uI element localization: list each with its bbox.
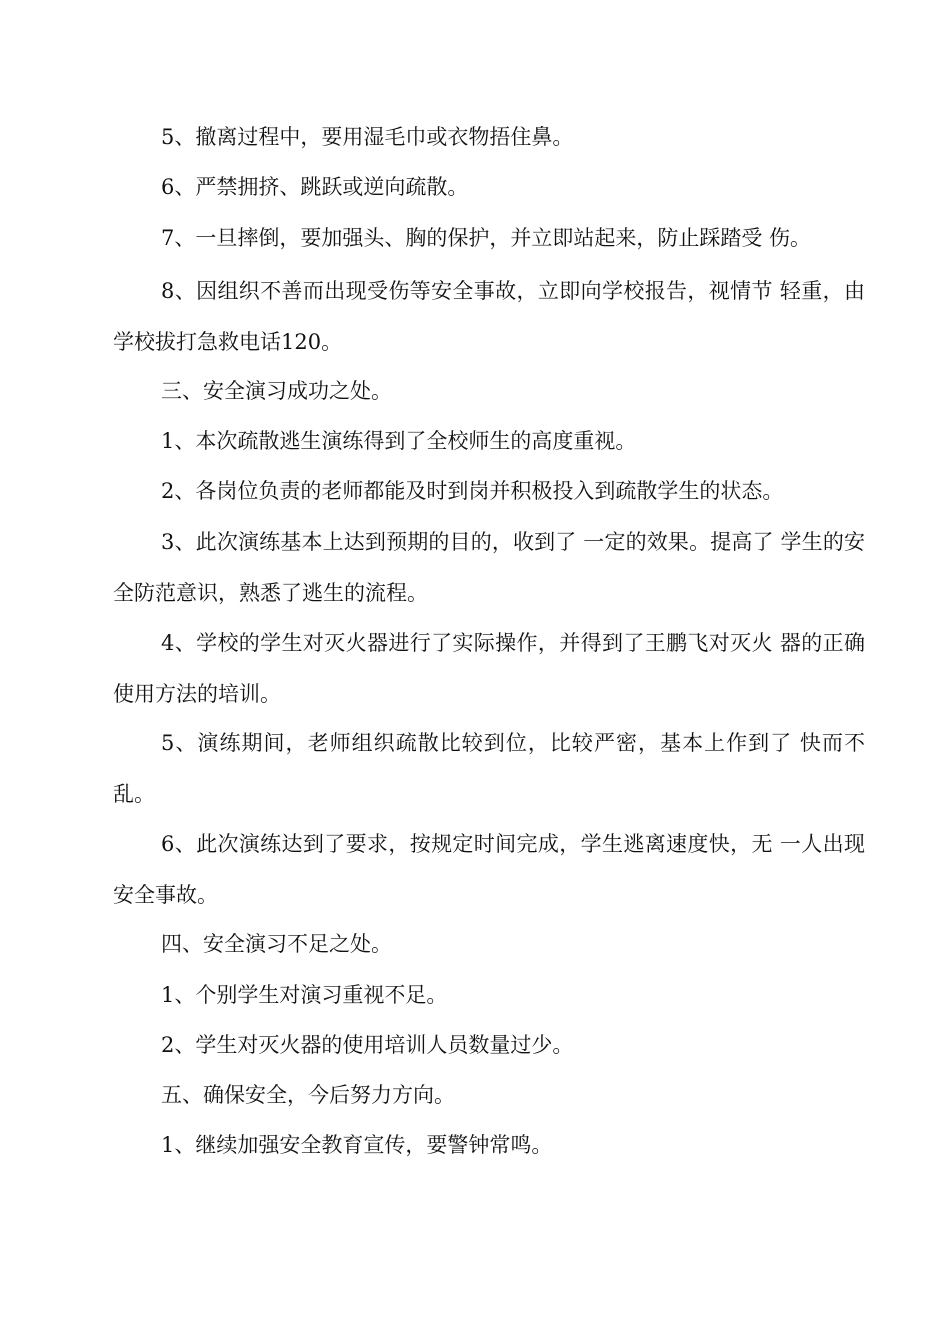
paragraph-success-5: 5、演练期间，老师组织疏散比较到位，比较严密，基本上作到了 快而不乱。	[113, 731, 865, 806]
paragraph-no-crowding: 6、严禁拥挤、跳跃或逆向疏散。	[161, 175, 469, 199]
section-heading-success: 三、安全演习成功之处。	[161, 379, 392, 403]
paragraph-if-fall-protect: 7、一旦摔倒，要加强头、胸的保护，并立即站起来，防止踩踏受 伤。	[161, 226, 812, 250]
paragraph-success-2: 2、各岗位负责的老师都能及时到岗并积极投入到疏散学生的状态。	[161, 479, 784, 503]
section-heading-shortcomings: 四、安全演习不足之处。	[161, 932, 392, 956]
paragraph-evacuation-cover-nose: 5、撤离过程中，要用湿毛巾或衣物捂住鼻。	[161, 125, 574, 149]
section-heading-future-direction: 五、确保安全，今后努力方向。	[161, 1083, 455, 1107]
paragraph-injury-report: 8、因组织不善而出现受伤等安全事故，立即向学校报告，视情节 轻重，由学校拔打急救电话120。	[113, 279, 865, 354]
paragraph-success-6: 6、此次演练达到了要求，按规定时间完成，学生逃离速度快，无 一人出现安全事故。	[113, 832, 865, 907]
paragraph-future-1: 1、继续加强安全教育宣传，要警钟常鸣。	[161, 1133, 553, 1157]
paragraph-shortcoming-2: 2、学生对灭火器的使用培训人员数量过少。	[161, 1033, 574, 1057]
paragraph-success-4: 4、学校的学生对灭火器进行了实际操作，并得到了王鹏飞对灭火 器的正确使用方法的培训。	[113, 631, 865, 706]
paragraph-success-3: 3、此次演练基本上达到预期的目的，收到了 一定的效果。提高了 学生的安全防范意识，熟悉了逃生的流程。	[113, 530, 865, 605]
paragraph-success-1: 1、本次疏散逃生演练得到了全校师生的高度重视。	[161, 429, 637, 453]
paragraph-shortcoming-1: 1、个别学生对演习重视不足。	[161, 983, 448, 1007]
